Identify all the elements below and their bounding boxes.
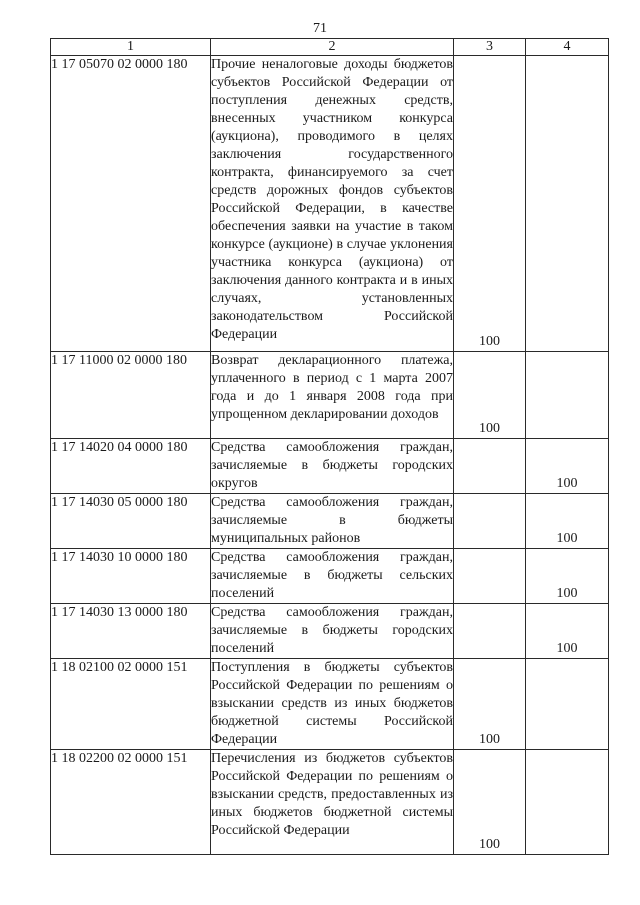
income-description-cell: Средства самообложения граждан, зачисляемые в бюджеты городских округов: [211, 439, 454, 494]
percent-value-cell-col4: 100: [526, 549, 609, 604]
percent-value-cell-col4: 100: [526, 494, 609, 549]
table-row: [51, 750, 609, 855]
percent-value-cell-col3: 100: [454, 659, 526, 750]
table-row: [51, 549, 609, 604]
percent-value-cell-col3: [454, 494, 526, 549]
percent-value-cell-col3: [454, 604, 526, 659]
budget-code-cell: 1 17 05070 02 0000 180: [51, 56, 211, 352]
budget-code-cell: 1 17 14030 10 0000 180: [51, 549, 211, 604]
column-header-1: 1: [51, 39, 211, 56]
table-row: [51, 604, 609, 659]
percent-value-cell-col3: [454, 549, 526, 604]
income-description-cell: Возврат декларационного платежа, уплаченного в период с 1 марта 2007 года и до 1 января 2008 года при упрощенном декларировании доходов: [211, 352, 454, 439]
page-number: 71: [313, 21, 327, 36]
income-description-cell: Средства самообложения граждан, зачисляемые в бюджеты сельских поселений: [211, 549, 454, 604]
budget-code-cell: 1 18 02100 02 0000 151: [51, 659, 211, 750]
table-row: [51, 494, 609, 549]
budget-code-cell: 1 17 14030 13 0000 180: [51, 604, 211, 659]
percent-value-cell-col3: 100: [454, 750, 526, 855]
income-description-cell: Поступления в бюджеты субъектов Российской Федерации по решениям о взыскании средств из иных бюджетов бюджетной системы Российской Федерации: [211, 659, 454, 750]
column-header-4: 4: [526, 39, 609, 56]
percent-value-cell-col4: [526, 750, 609, 855]
column-header-3: 3: [454, 39, 526, 56]
budget-code-cell: 1 17 14030 05 0000 180: [51, 494, 211, 549]
column-number-header-row: [51, 39, 609, 56]
budget-code-cell: 1 17 14020 04 0000 180: [51, 439, 211, 494]
percent-value-cell-col4: [526, 56, 609, 352]
income-description-cell: Перечисления из бюджетов субъектов Российской Федерации по решениям о взыскании средств, предоставленных из иных бюджетов бюджетной системы Российской Федерации: [211, 750, 454, 855]
income-description-cell: Средства самообложения граждан, зачисляемые в бюджеты муниципальных районов: [211, 494, 454, 549]
budget-code-cell: 1 17 11000 02 0000 180: [51, 352, 211, 439]
income-description-cell: Прочие неналоговые доходы бюджетов субъектов Российской Федерации от поступления денежных средств, внесенных участником конкурса (аукциона), проводимого в целях заключения государственного контракта, финансируемого за счет средств дорожных фондов субъектов Российской Федерации, в качестве обеспечения заявки на участие в таком конкурсе (аукционе) в случае уклонения участника конкурса (аукциона) от заключения данного контракта и в иных случаях, установленных законодательством Российской Федерации: [211, 56, 454, 352]
percent-value-cell-col4: 100: [526, 439, 609, 494]
table-row: [51, 56, 609, 352]
percent-value-cell-col3: 100: [454, 56, 526, 352]
percent-value-cell-col3: [454, 439, 526, 494]
income-description-cell: Средства самообложения граждан, зачисляемые в бюджеты городских поселений: [211, 604, 454, 659]
percent-value-cell-col4: [526, 352, 609, 439]
budget-classification-table: [50, 38, 609, 855]
percent-value-cell-col4: 100: [526, 604, 609, 659]
percent-value-cell-col3: 100: [454, 352, 526, 439]
table-row: [51, 659, 609, 750]
column-header-2: 2: [211, 39, 454, 56]
table-row: [51, 352, 609, 439]
percent-value-cell-col4: [526, 659, 609, 750]
budget-code-cell: 1 18 02200 02 0000 151: [51, 750, 211, 855]
table-row: [51, 439, 609, 494]
